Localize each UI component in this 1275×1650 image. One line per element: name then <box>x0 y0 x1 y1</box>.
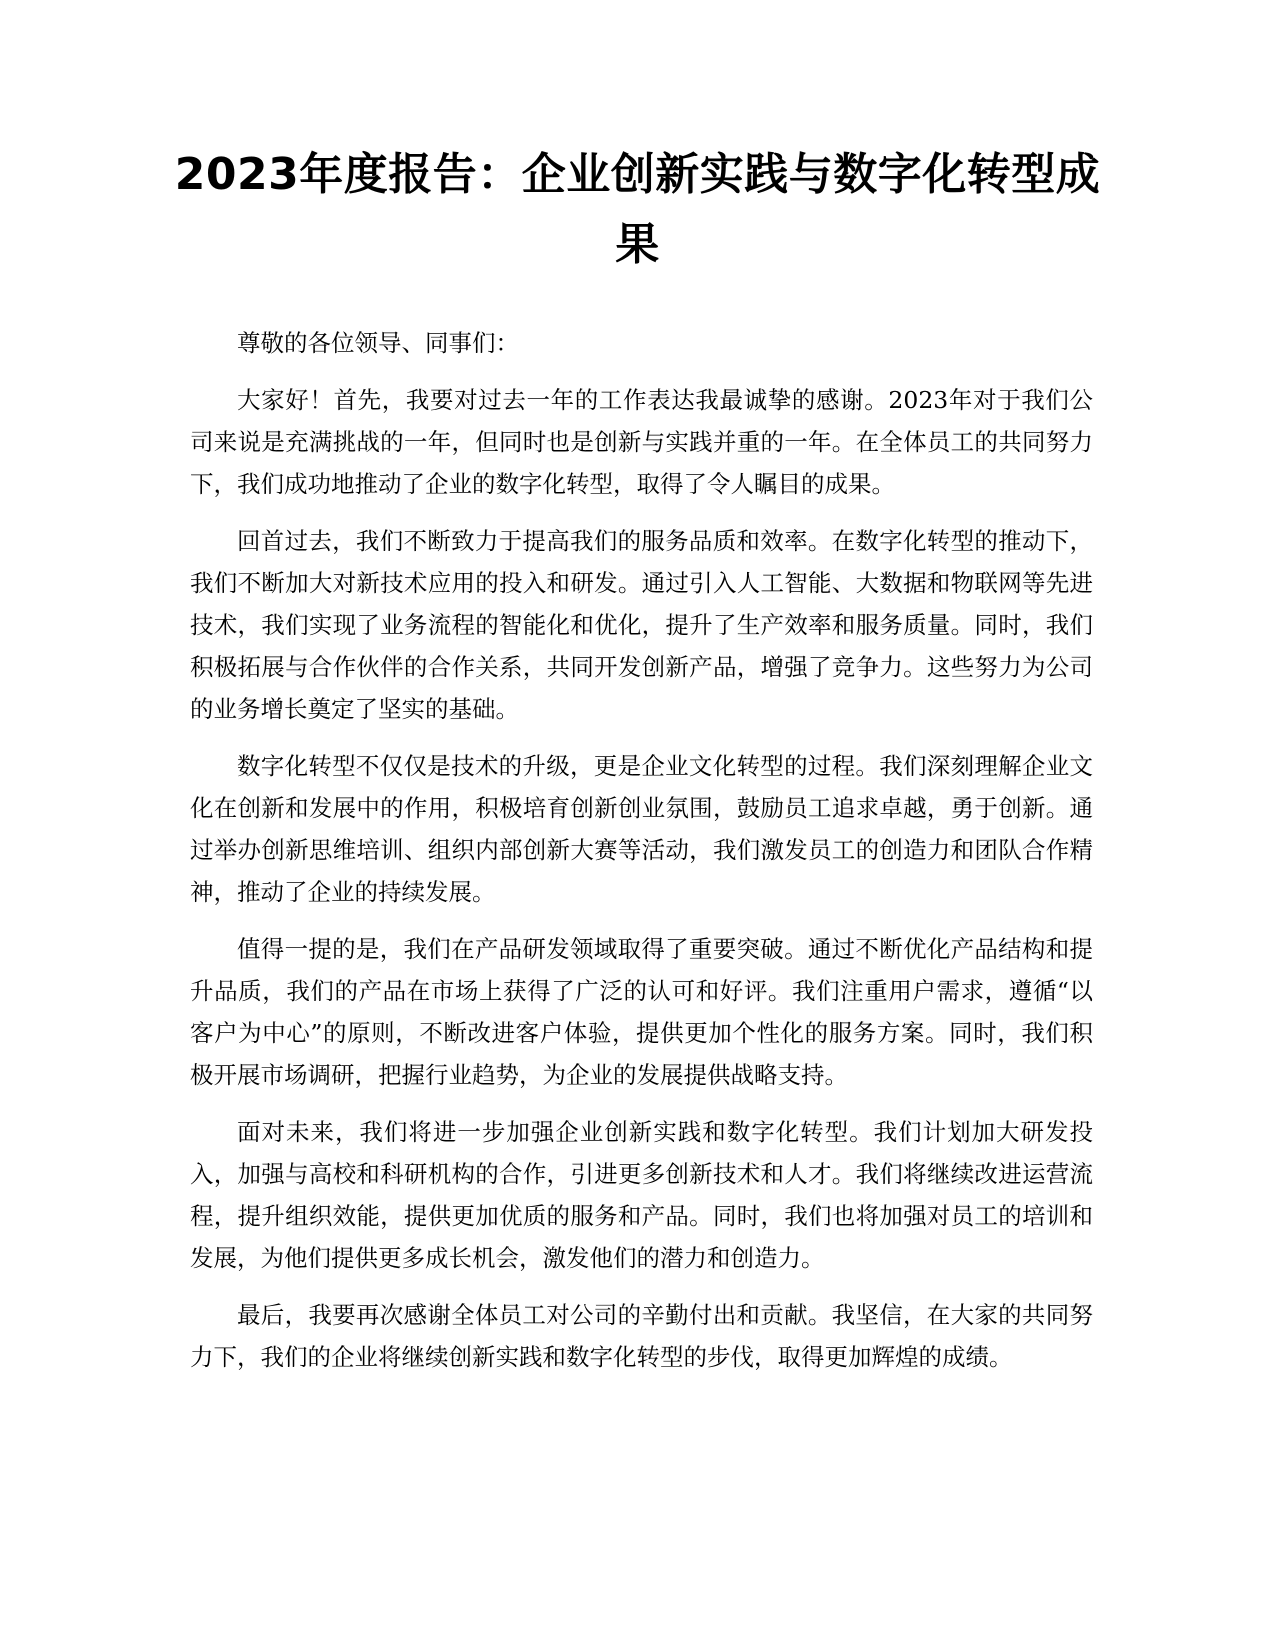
paragraph: 回首过去，我们不断致力于提高我们的服务品质和效率。在数字化转型的推动下，我们不断加大对新技术应用的投入和研发。通过引入人工智能、大数据和物联网等先进技术，我们实现了业务流程的智能化和优化，提升了生产效率和服务质量。同时，我们积极拓展与合作伙伴的合作关系，共同开发创新产品，增强了竞争力。这些努力为公司的业务增长奠定了坚实的基础。 <box>190 527 1093 723</box>
document-body <box>190 322 1093 1393</box>
paragraph: 大家好！首先，我要对过去一年的工作表达我最诚挚的感谢。2023年对于我们公司来说是充满挑战的一年，但同时也是创新与实践并重的一年。在全体员工的共同努力下，我们成功地推动了企业的数字化转型，取得了令人瞩目的成果。 <box>190 386 1093 498</box>
paragraph: 值得一提的是，我们在产品研发领域取得了重要突破。通过不断优化产品结构和提升品质，我们的产品在市场上获得了广泛的认可和好评。我们注重用户需求，遵循“以客户为中心”的原则，不断改进客户体验，提供更加个性化的服务方案。同时，我们积极开展市场调研，把握行业趋势，为企业的发展提供战略支持。 <box>190 935 1093 1089</box>
paragraph: 面对未来，我们将进一步加强企业创新实践和数字化转型。我们计划加大研发投入，加强与高校和科研机构的合作，引进更多创新技术和人才。我们将继续改进运营流程，提升组织效能，提供更加优质的服务和产品。同时，我们也将加强对员工的培训和发展，为他们提供更多成长机会，激发他们的潜力和创造力。 <box>190 1118 1093 1272</box>
paragraph: 数字化转型不仅仅是技术的升级，更是企业文化转型的过程。我们深刻理解企业文化在创新和发展中的作用，积极培育创新创业氛围，鼓励员工追求卓越，勇于创新。通过举办创新思维培训、组织内部创新大赛等活动，我们激发员工的创造力和团队合作精神，推动了企业的持续发展。 <box>190 752 1093 906</box>
paragraph: 最后，我要再次感谢全体员工对公司的辛勤付出和贡献。我坚信，在大家的共同努力下，我们的企业将继续创新实践和数字化转型的步伐，取得更加辉煌的成绩。 <box>190 1301 1093 1371</box>
salutation: 尊敬的各位领导、同事们： <box>237 329 519 357</box>
document-title: 2023年度报告：企业创新实践与数字化转型成果 <box>174 149 1101 270</box>
